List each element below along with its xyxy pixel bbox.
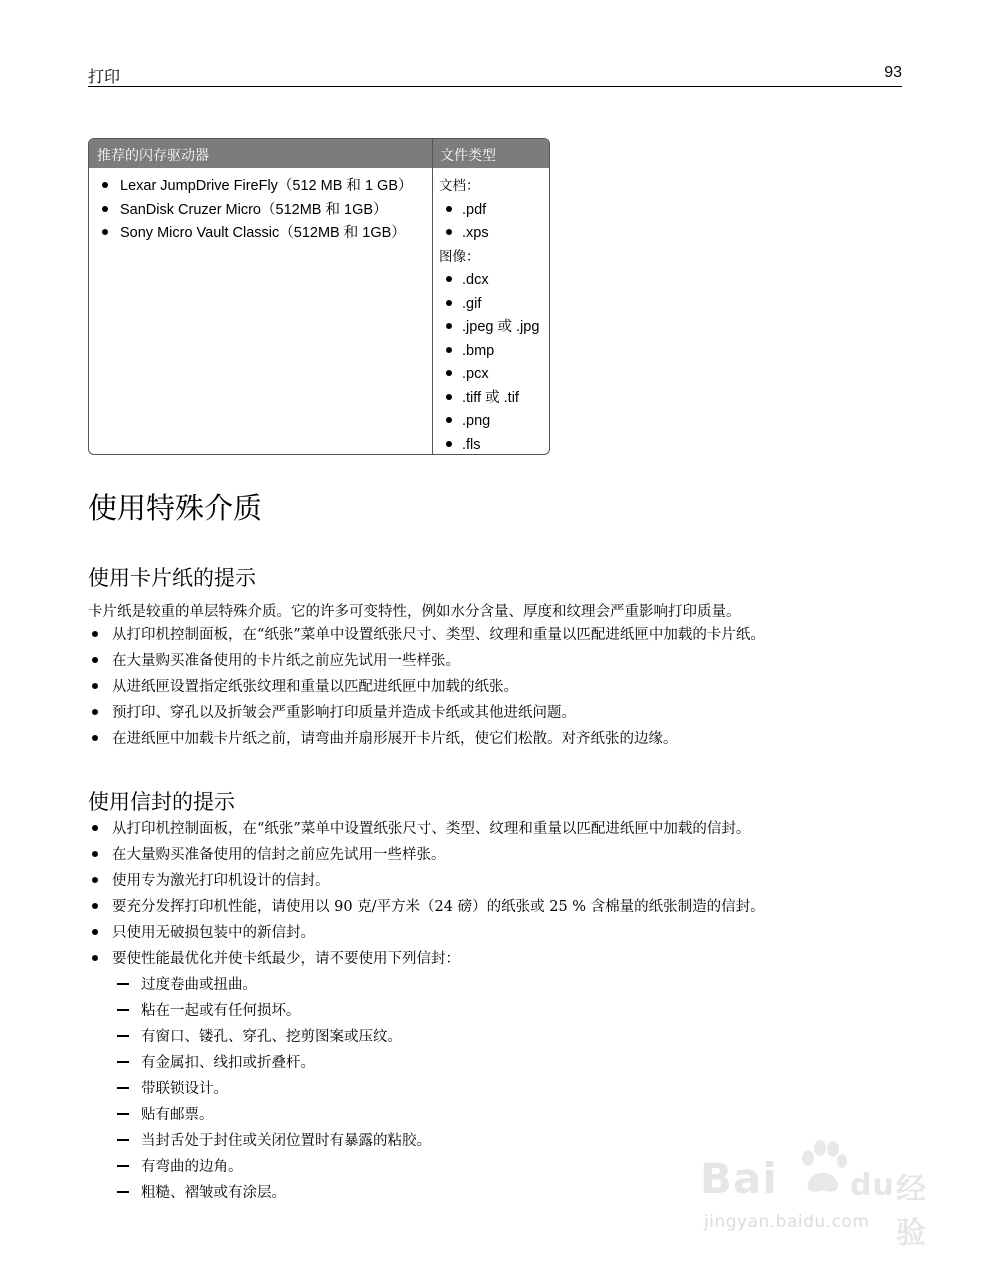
list-item: .fls	[439, 434, 547, 456]
bullet-icon	[446, 323, 452, 329]
bullet-icon	[446, 347, 452, 353]
cardstock-heading: 使用卡片纸的提示	[88, 566, 256, 590]
list-item: 在大量购买准备使用的卡片纸之前应先试用一些样张。	[92, 648, 765, 674]
bullet-icon	[92, 903, 98, 909]
bullet-icon	[92, 825, 98, 831]
list-item: 从打印机控制面板，在“纸张”菜单中设置纸张尺寸、类型、纹理和重量以匹配进纸匣中加载的卡片纸。	[92, 622, 765, 648]
list-item: 预打印、穿孔以及折皱会严重影响打印质量并造成卡纸或其他进纸问题。	[92, 700, 765, 726]
cardstock-tips-list	[92, 622, 765, 752]
paw-icon	[798, 1140, 848, 1200]
bullet-icon	[92, 657, 98, 663]
list-item: .png	[439, 410, 547, 434]
bullet-icon	[102, 206, 108, 212]
table-column-divider	[432, 139, 433, 454]
list-item: 在进纸匣中加载卡片纸之前，请弯曲并扇形展开卡片纸，使它们松散。对齐纸张的边缘。	[92, 726, 765, 752]
bullet-icon	[92, 929, 98, 935]
list-item: 从进纸匣设置指定纸张纹理和重量以匹配进纸匣中加载的纸张。	[92, 674, 765, 700]
list-item: .xps	[439, 222, 547, 246]
file-type-list	[439, 175, 547, 455]
watermark-brand-suffix: du	[850, 1168, 895, 1203]
dash-icon	[117, 1165, 129, 1167]
dash-icon	[117, 1087, 129, 1089]
list-item: .gif	[439, 293, 547, 317]
bullet-icon	[92, 955, 98, 961]
table-header-file-types: 文件类型	[440, 147, 496, 163]
list-item: .pcx	[439, 363, 547, 387]
doc-label: 文档：	[439, 178, 480, 194]
envelope-avoid-list	[117, 972, 431, 1206]
dash-icon	[117, 1191, 129, 1193]
list-item: 从打印机控制面板，在“纸张”菜单中设置纸张尺寸、类型、纹理和重量以匹配进纸匣中加载的信封。	[92, 816, 765, 842]
list-item: 使用专为激光打印机设计的信封。	[92, 868, 765, 894]
bullet-icon	[446, 276, 452, 282]
list-item: .dcx	[439, 269, 547, 293]
bullet-icon	[446, 417, 452, 423]
list-item: Lexar JumpDrive FireFly（512 MB 和 1 GB）	[99, 175, 429, 199]
cardstock-intro: 卡片纸是较重的单层特殊介质。它的许多可变特性，例如水分含量、厚度和纹理会严重影响打印质量。	[88, 604, 741, 620]
bullet-icon	[446, 394, 452, 400]
list-item: SanDisk Cruzer Micro（512MB 和 1GB）	[99, 199, 429, 223]
dash-icon	[117, 1113, 129, 1115]
envelope-heading: 使用信封的提示	[88, 790, 235, 814]
bullet-icon	[92, 631, 98, 637]
table-header-drives: 推荐的闪存驱动器	[97, 147, 209, 163]
table-header-row	[89, 139, 549, 168]
list-item: .tiff 或 .tif	[439, 387, 547, 411]
drive-list	[99, 175, 429, 246]
list-item: 在大量购买准备使用的信封之前应先试用一些样张。	[92, 842, 765, 868]
list-item: 有弯曲的边角。	[117, 1154, 431, 1180]
list-item: 只使用无破损包装中的新信封。	[92, 920, 765, 946]
dash-icon	[117, 1035, 129, 1037]
bullet-icon	[92, 683, 98, 689]
dash-icon	[117, 1139, 129, 1141]
watermark-brand-cn: 经验	[896, 1172, 926, 1251]
list-item: 粘在一起或有任何损坏。	[117, 998, 431, 1024]
bullet-icon	[92, 709, 98, 715]
dash-icon	[117, 1009, 129, 1011]
page-number: 93	[884, 64, 902, 81]
list-item: 带联锁设计。	[117, 1076, 431, 1102]
list-item: .bmp	[439, 340, 547, 364]
image-label: 图像：	[439, 248, 480, 265]
bullet-icon	[446, 300, 452, 306]
envelope-tips-list	[92, 816, 765, 972]
bullet-icon	[92, 877, 98, 883]
list-item: 要充分发挥打印机性能，请使用以 90 克/平方米（24 磅）的纸张或 25 % 含棉量的纸张制造的信封。	[92, 894, 765, 920]
list-item: .pdf	[439, 199, 547, 223]
list-item: 当封舌处于封住或关闭位置时有暴露的粘胶。	[117, 1128, 431, 1154]
section-title: 打印	[88, 67, 121, 86]
list-item: Sony Micro Vault Classic（512MB 和 1GB）	[99, 222, 429, 246]
list-item: 要使性能最优化并使卡纸最少，请不要使用下列信封：	[92, 946, 765, 972]
list-item: 贴有邮票。	[117, 1102, 431, 1128]
list-item: 有窗口、镂孔、穿孔、挖剪图案或压纹。	[117, 1024, 431, 1050]
bullet-icon	[92, 851, 98, 857]
list-item: 过度卷曲或扭曲。	[117, 972, 431, 998]
bullet-icon	[446, 441, 452, 447]
page-title: 使用特殊介质	[88, 491, 263, 525]
bullet-icon	[446, 370, 452, 376]
dash-icon	[117, 983, 129, 985]
watermark-url: jingyan.baidu.com	[704, 1212, 870, 1232]
bullet-icon	[446, 206, 452, 212]
page-header	[88, 62, 902, 87]
list-item: .jpeg 或 .jpg	[439, 316, 547, 340]
watermark-brand: Bai	[700, 1154, 778, 1203]
bullet-icon	[102, 182, 108, 188]
bullet-icon	[102, 229, 108, 235]
dash-icon	[117, 1061, 129, 1063]
baidu-watermark	[700, 1140, 950, 1251]
flash-drive-table	[88, 138, 550, 455]
list-item: 有金属扣、线扣或折叠杆。	[117, 1050, 431, 1076]
bullet-icon	[92, 735, 98, 741]
bullet-icon	[446, 229, 452, 235]
list-item: 粗糙、褶皱或有涂层。	[117, 1180, 431, 1206]
